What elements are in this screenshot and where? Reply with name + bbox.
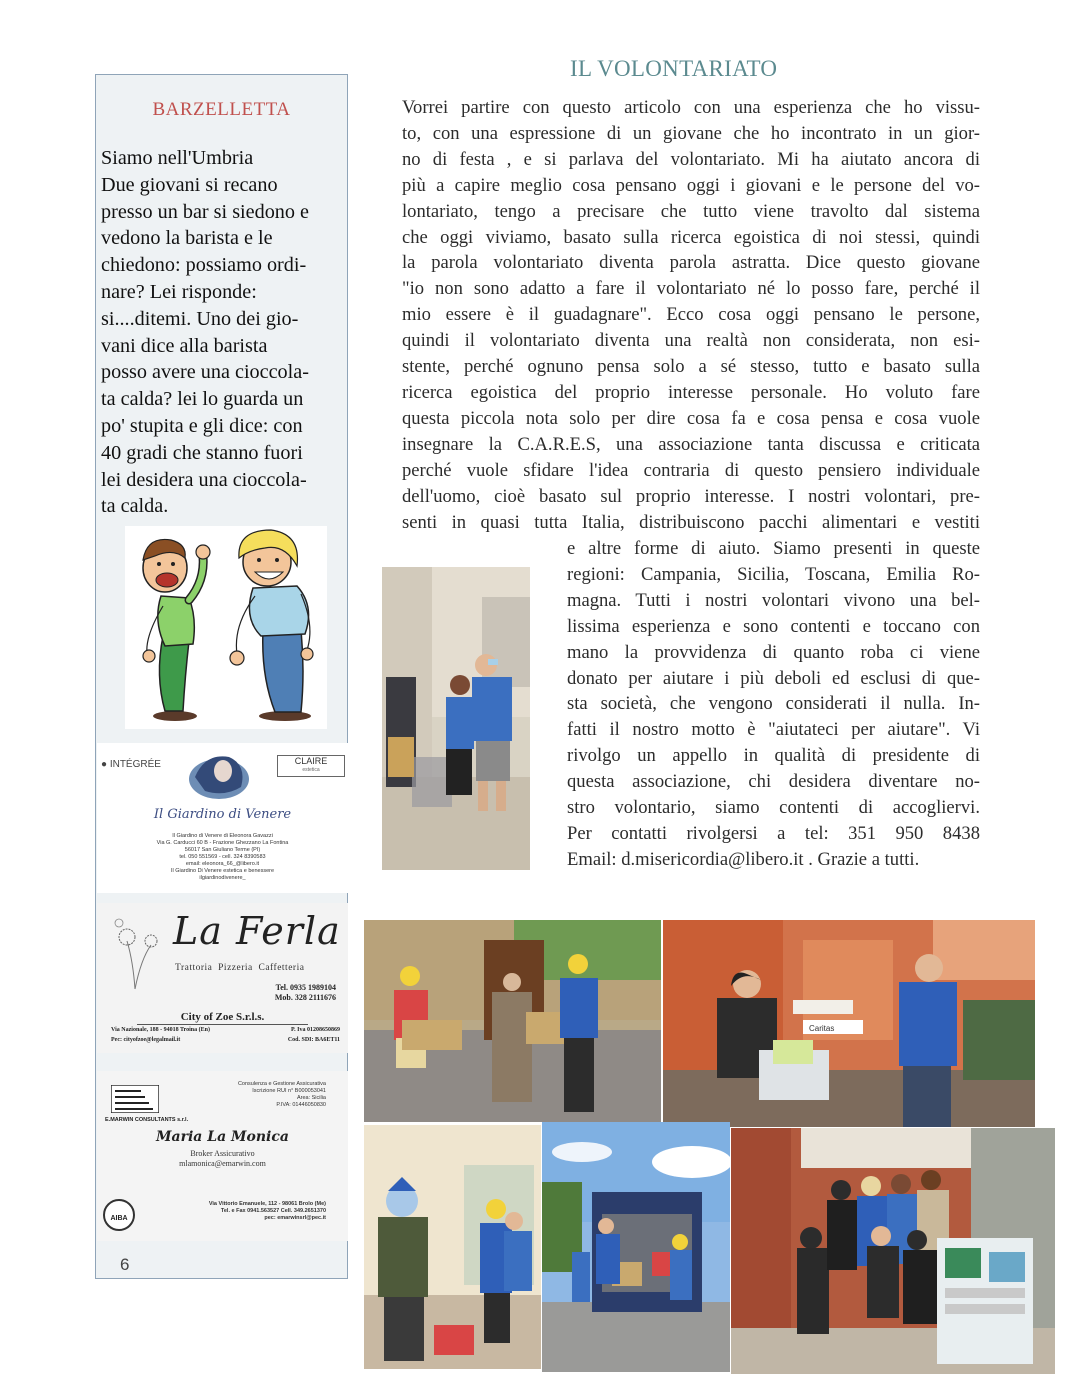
ad-la-ferla: [97, 903, 348, 1053]
joke-title: BARZELLETTA: [152, 99, 291, 120]
joke-line: Siamo nell'Umbria: [101, 147, 254, 169]
photo-volunteers-caritas: [663, 920, 1035, 1127]
joke-line: ta calda? lei lo guarda un: [101, 388, 304, 411]
text-line: "io non sono adatto a fare il volontariato né lo posso fare, perché il: [402, 278, 980, 300]
text-line: no di festa , e si parlava del volontariato. Mi ha aiutato ancora di: [402, 148, 980, 170]
joke-line: po' stupita e gli dice: con: [101, 414, 303, 437]
emarwin-info: Consulenza e Gestione Assicurativa Iscrizione RUI n° B000053041 Area: Sicilia P.IVA: 01446050830: [237, 1081, 326, 1108]
cartoon-two-men-icon: [125, 526, 327, 729]
text-line: perché vuole sfidare l'idea contraria di questo pensiero individuale: [402, 459, 980, 481]
joke-line: Due giovani si recano: [101, 173, 278, 196]
text-line: la parola volontariato diventa parola astratta. Dice questo giovane: [402, 252, 980, 274]
broker-email: mlamonica@emarwin.com: [179, 1159, 266, 1168]
text-line: to, con una espressione di un giovane che ho incontrato in un gior-: [402, 122, 980, 144]
text-line: rivolgo un appello in qualità di presidente di: [567, 745, 980, 767]
la-ferla-address: Via Nazionale, 188 - 94018 Troina (En): [111, 1027, 210, 1033]
photo-volunteers-nun-boxes: [364, 920, 661, 1122]
leaf-icon: ●: [101, 759, 108, 770]
joke-line: presso un bar si siedono e: [101, 200, 310, 223]
broker-role: Broker Assicurativo: [190, 1149, 255, 1158]
woman-portrait-icon: [185, 747, 253, 803]
joke-line: ta calda.: [101, 495, 169, 518]
aiba-badge: AIBA: [103, 1199, 135, 1231]
text-line: dell'uomo, cioè basato sul proprio interesse. I nostri volontari, pre-: [402, 485, 980, 507]
text-line: Vorrei partire con questo articolo con una esperienza che ho vissu-: [402, 97, 980, 118]
photo-volunteers-van: [542, 1122, 730, 1372]
la-ferla-tel: Tel. 0935 1989104: [275, 983, 336, 992]
joke-line: posso avere una cioccola-: [101, 361, 309, 384]
text-line: questa associazione, chi desidera diventare no-: [567, 771, 980, 793]
flower-icon: [105, 911, 165, 991]
text-line last: Email: d.misericordia@libero.it . Grazie a tutti.: [567, 848, 920, 870]
joke-line: vedono la barista e le: [101, 227, 273, 250]
text-line: insegnare la C.A.R.E.S, una associazione tanta discussa e criticata: [402, 433, 980, 455]
photo-volunteers-group: [731, 1128, 1055, 1374]
page-number: 6: [120, 1255, 130, 1274]
text-line: magna. Tutti i nostri volontari vivono una bel-: [567, 589, 980, 611]
cartoon-illustration: [125, 526, 327, 729]
text-line: lissima esperienza e sono contenti e toccano con: [567, 615, 980, 637]
text-line: Per contatti rivolgersi a tel: 351 950 8438: [567, 822, 980, 844]
la-ferla-company: City of Zoe S.r.l.s.: [180, 1011, 265, 1023]
caritas-sign: Caritas: [809, 1024, 835, 1033]
text-line: ricerca egoistica del proprio interesse personale. Ho voluto fare: [402, 381, 980, 403]
article-paragraph-1: [402, 95, 980, 535]
text-line: questa piccola nota solo per dire cosa fa e cosa pensa e cosa vuole: [402, 407, 980, 429]
photo-volunteers-warehouse: [382, 567, 530, 870]
ad-giardino-di-venere: [97, 743, 348, 893]
text-line: quindi il volontariato diventa una realtà non considerata, non esi-: [402, 330, 980, 352]
text-line: fatti il nostro motto è "aiutateci per aiutare". Vi: [567, 719, 980, 741]
emarwin-logo-icon: [111, 1085, 159, 1113]
joke-line: lei desidera una cioccola-: [101, 468, 307, 491]
photo-volunteer-mask: [364, 1125, 541, 1369]
la-ferla-mob: Mob. 328 2111676: [274, 993, 336, 1002]
brand-name: Il Giardino di Venere: [153, 807, 292, 822]
text-line: donato per aiutare i più deboli ed esclusi di que-: [567, 667, 980, 689]
text-line: che oggi viviamo, basato sulla ricerca egoistica di noi stessi, quindi: [402, 226, 980, 248]
emarwin-company: E.MARWIN CONSULTANTS s.r.l.: [105, 1117, 189, 1123]
article-paragraph-2: [567, 536, 980, 873]
joke-line: nare? Lei risponde:: [101, 280, 257, 303]
joke-line: 40 gradi che stanno fuori: [101, 441, 303, 464]
joke-text: [101, 145, 345, 520]
text-line: senti in quasi tutta Italia, distribuiscono pacchi alimentari e vestiti: [402, 511, 980, 533]
article-title: IL VOLONTARIATO: [570, 56, 778, 81]
ad1-details: Il Giardino di Venere di Eleonora Gavazzi Via G. Carducci 60 B - Frazione Ghezzano La Fontina 56017 San Giuliano Terme (PI) tel. 050 551569 - cell. 324 8390583 email: eleonora_66_@libero.it Il Giardino Di Venere estetica e benessere ilgiardinodivenere_: [156, 833, 289, 881]
ad-emarwin-consultants: [97, 1071, 348, 1241]
la-ferla-pec: Pec: cityofzoe@legalmail.it: [111, 1037, 181, 1043]
integree-logo: ● INTÉGRÉE: [101, 759, 161, 770]
text-line: e altre forme di aiuto. Siamo presenti in queste: [567, 538, 980, 559]
text-line: sta società, che vengono considerati il nulla. In-: [567, 693, 980, 715]
la-ferla-subtitle: Trattoria Pizzeria Caffetteria: [175, 963, 305, 973]
text-line: stente, perché ognuno pensa solo a sé stesso, tutto e basato sulla: [402, 356, 980, 378]
claire-logo: CLAIRE estetica: [277, 755, 345, 777]
la-ferla-logo: La Ferla: [173, 909, 341, 953]
divider: [137, 1024, 308, 1025]
text-line: mio essere è il guadagnare". Ecco cosa oggi pensano le persone,: [402, 304, 980, 326]
text-line: lontariato, tengo a precisare che tutto viene travolto dal sistema: [402, 200, 980, 222]
sidebar: [95, 74, 348, 1279]
text-line: più a capire meglio cosa pensano oggi i giovani e le persone del vo-: [402, 174, 980, 196]
emarwin-address: Via Vittorio Emanuele, 112 - 98061 Brolo (Me) Tel. e Fax 0941.563527 Cell. 349.2651370 pec: emarwinsrl@pec.it: [208, 1201, 326, 1221]
text-line: stro volontario, siamo contenti di accogliervi.: [567, 797, 980, 819]
la-ferla-piva: P. Iva 01208650869: [291, 1027, 340, 1033]
broker-name: Maria La Monica: [156, 1129, 289, 1145]
joke-line: si....ditemi. Uno dei gio-: [101, 307, 299, 330]
text-line: mano la provvidenza di quanto roba ci viene: [567, 641, 980, 663]
joke-line: chiedono: possiamo ordi-: [101, 254, 307, 277]
la-ferla-sdi: Cod. SDI: BA6ET11: [287, 1037, 340, 1043]
joke-line: vani dice alla barista: [101, 334, 268, 357]
text-line: regioni: Campania, Sicilia, Toscana, Emilia Ro-: [567, 563, 980, 585]
